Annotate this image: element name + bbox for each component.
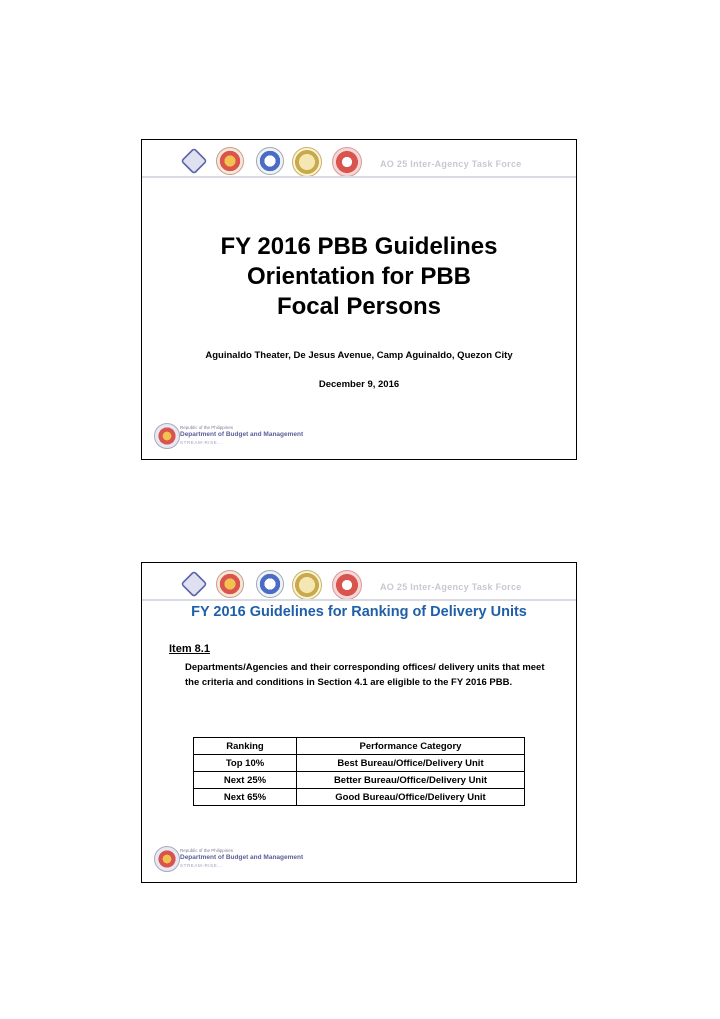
- dbm-footer-logo: [154, 423, 314, 453]
- dbm-tagline: STREAM-RISE...: [180, 863, 223, 868]
- agency-logos: [182, 143, 362, 177]
- item-text: Departments/Agencies and their corresponding offices/ delivery units that meet the criteria and conditions in Section 4.1 are eligible to the FY 2016 PBB.: [185, 662, 545, 688]
- agency-seal-icon: [256, 147, 284, 175]
- slide-title: FY 2016 Guidelines for Ranking of Delivery Units: [191, 604, 527, 620]
- header-divider: [142, 176, 576, 178]
- ranking-table: [193, 737, 525, 806]
- agency-seal-icon: [332, 570, 362, 600]
- table-header-row: [194, 738, 525, 755]
- table-row: [194, 772, 525, 789]
- category-cell: Best Bureau/Office/Delivery Unit: [297, 755, 525, 772]
- ranking-cell: Next 25%: [194, 772, 297, 789]
- column-header: Performance Category: [297, 738, 525, 755]
- title-line: Orientation for PBB: [246, 263, 471, 290]
- table-row: [194, 755, 525, 772]
- event-date: December 9, 2016: [318, 379, 400, 390]
- dbm-name: Department of Budget and Management: [180, 431, 304, 438]
- agency-logos: [182, 566, 362, 600]
- dbm-seal-icon: [154, 846, 180, 872]
- ranking-cell: Next 65%: [194, 789, 297, 806]
- column-header: Ranking: [194, 738, 297, 755]
- agency-seal-icon: [256, 570, 284, 598]
- category-cell: Better Bureau/Office/Delivery Unit: [297, 772, 525, 789]
- agency-seal-icon: [216, 147, 244, 175]
- dbm-republic: Republic of the Philippines: [180, 425, 234, 430]
- venue: Aguinaldo Theater, De Jesus Avenue, Camp Aguinaldo, Quezon City: [205, 350, 513, 361]
- task-force-header: AO 25 Inter-Agency Task Force: [380, 159, 522, 169]
- agency-seal-icon: [180, 147, 207, 174]
- title-line: Focal Persons: [276, 293, 442, 320]
- dbm-footer-logo: [154, 846, 314, 876]
- slide-1: [141, 139, 577, 460]
- dbm-tagline: STREAM-RISE...: [180, 440, 223, 445]
- dbm-name: Department of Budget and Management: [180, 854, 304, 861]
- dbm-republic: Republic of the Philippines: [180, 848, 234, 853]
- item-label: Item 8.1: [169, 643, 210, 655]
- slide-2: [141, 562, 577, 883]
- ranking-cell: Top 10%: [194, 755, 297, 772]
- agency-seal-icon: [332, 147, 362, 177]
- header-divider: [142, 599, 576, 601]
- agency-seal-icon: [292, 570, 322, 600]
- slide-title: [142, 232, 576, 322]
- table-row: [194, 789, 525, 806]
- task-force-header: AO 25 Inter-Agency Task Force: [380, 582, 522, 592]
- category-cell: Good Bureau/Office/Delivery Unit: [297, 789, 525, 806]
- dbm-seal-icon: [154, 423, 180, 449]
- agency-seal-icon: [292, 147, 322, 177]
- title-line: FY 2016 PBB Guidelines: [220, 233, 498, 260]
- agency-seal-icon: [180, 570, 207, 597]
- agency-seal-icon: [216, 570, 244, 598]
